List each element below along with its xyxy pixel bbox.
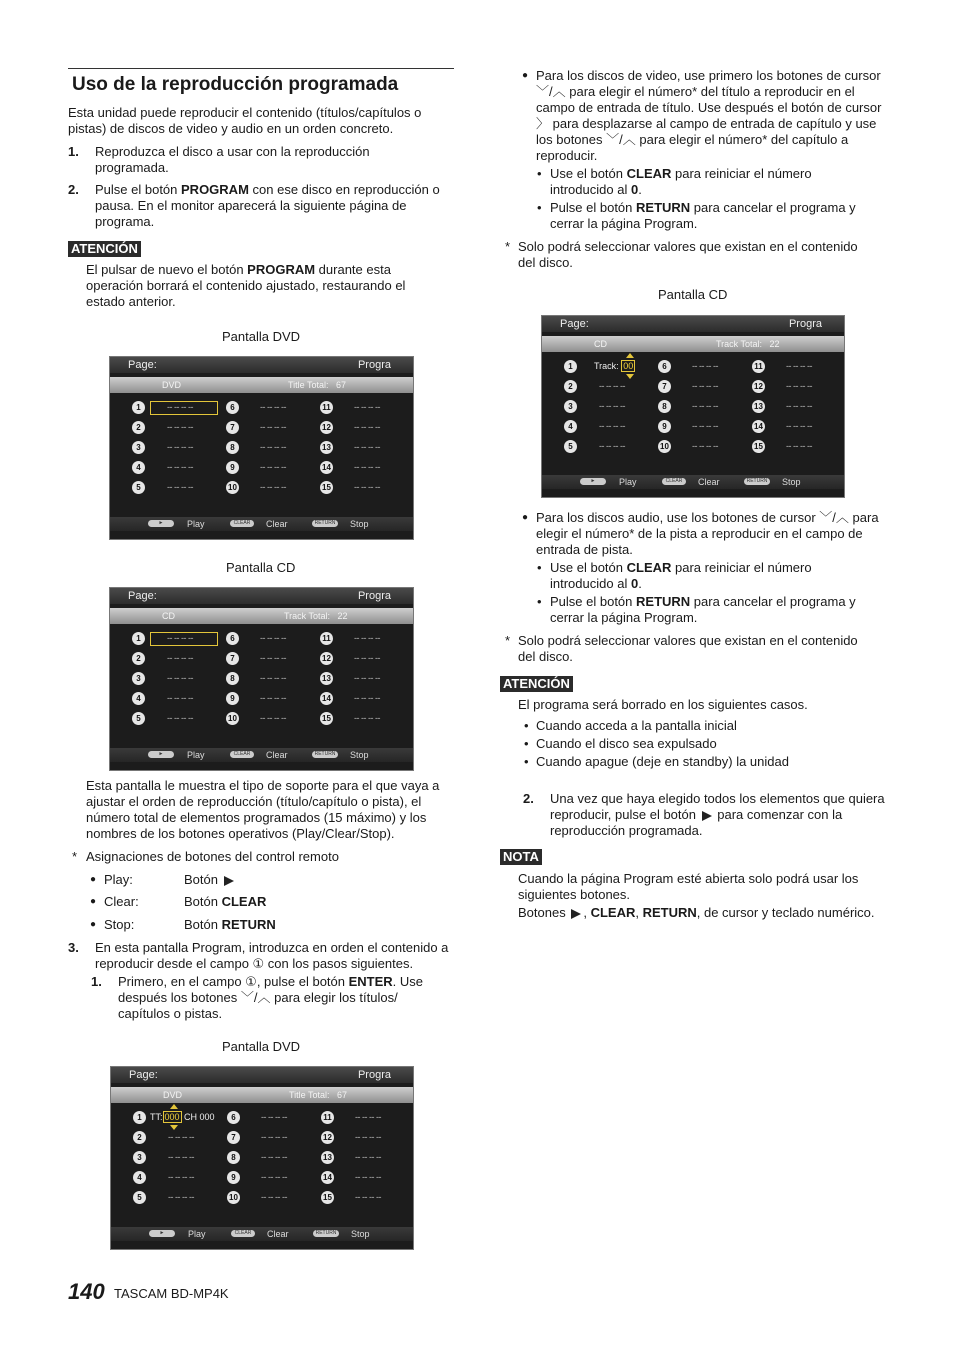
atencion-badge: ATENCIÓN <box>68 241 141 257</box>
title-chapter-entry: TT: 000 CH 000 <box>150 1112 215 1122</box>
screen-subheader: DVD Title Total: 67 <box>111 1087 413 1103</box>
atencion-text: El pulsar de nuevo el botón PROGRAM durante esta operación borrará el contenido ajustado, restaurando el estado anterior. <box>86 262 406 309</box>
step-2-number: 2. <box>68 182 79 197</box>
page-number: 140 <box>68 1279 105 1304</box>
slot-value-14: -- -- -- -- <box>354 693 380 703</box>
screen-footer: ► Play CLEAR Clear RETURN Stop <box>542 475 844 489</box>
slot-value-14: -- -- -- -- <box>786 421 812 431</box>
cursor-down-up-icon: ﹀/︿ <box>240 990 271 1005</box>
slot-value-5: -- -- -- -- <box>168 1192 194 1202</box>
bullet-icon: ● <box>522 70 529 81</box>
screen-header: Page: Progra <box>111 1067 413 1083</box>
slot-number-14: 14 <box>320 461 333 474</box>
slot-value-12: -- -- -- -- <box>355 1132 381 1142</box>
slot-value-6: -- -- -- -- <box>692 361 718 371</box>
slot-value-4: -- -- -- -- <box>167 462 193 472</box>
slot-number-7: 7 <box>658 380 671 393</box>
slot-value-12: -- -- -- -- <box>354 653 380 663</box>
audio-clear-note: Use el botón CLEAR para reiniciar el número introducido al 0. <box>550 560 812 591</box>
page-brand: TASCAM BD-MP4K <box>114 1286 229 1301</box>
star-note-1: Solo podrá seleccionar valores que existan en el contenido del disco. <box>518 239 858 270</box>
slot-number-13: 13 <box>752 400 765 413</box>
slot-value-13: -- -- -- -- <box>354 673 380 683</box>
slot-number-15: 15 <box>321 1191 334 1204</box>
slot-value-13: -- -- -- -- <box>355 1152 381 1162</box>
slot-value-9: -- -- -- -- <box>260 462 286 472</box>
slot-number-4: 4 <box>132 461 145 474</box>
slot-number-6: 6 <box>227 1111 240 1124</box>
slot-number-8: 8 <box>226 672 239 685</box>
slot-number-10: 10 <box>658 440 671 453</box>
slot-number-1: 1 <box>133 1111 146 1124</box>
sub-bullet-icon: • <box>537 594 542 609</box>
slot-number-9: 9 <box>658 420 671 433</box>
slot-value-15: -- -- -- -- <box>354 713 380 723</box>
slot-value-2: -- -- -- -- <box>167 653 193 663</box>
slot-number-5: 5 <box>132 712 145 725</box>
slot-number-12: 12 <box>752 380 765 393</box>
step-2b-number: 2. <box>523 791 534 806</box>
slot-value-8: -- -- -- -- <box>261 1152 287 1162</box>
slot-value-2: -- -- -- -- <box>167 422 193 432</box>
audio-return-note: Pulse el botón RETURN para cancelar el programa y cerrar la página Program. <box>550 594 856 625</box>
slot-number-2: 2 <box>132 421 145 434</box>
screen-footer: ► Play CLEAR Clear RETURN Stop <box>111 1227 413 1241</box>
play-icon <box>571 909 581 919</box>
slot-number-15: 15 <box>320 712 333 725</box>
slot-value-10: -- -- -- -- <box>260 713 286 723</box>
remote-clear-name: Clear: <box>104 894 139 909</box>
sub-bullet-icon: • <box>524 718 529 733</box>
slot-value-6: -- -- -- -- <box>261 1112 287 1122</box>
caption-dvd-1: Pantalla DVD <box>222 329 301 344</box>
slot-value-13: -- -- -- -- <box>354 442 380 452</box>
atencion-item-1: Cuando acceda a la pantalla inicial <box>536 718 737 733</box>
screen-header: Page: Progra <box>542 316 844 332</box>
video-bullet: Para los discos de video, use primero los botones de cursor ﹀/︿ para elegir el número* del título a reproducir en el campo de entrada de título. Use después el botón de cursor 〉 para desplazarse al campo de entrada de capítulo y use los botones ﹀/︿ para elegir el número* del capítulo a reproducir. <box>536 68 882 163</box>
remote-note: Asignaciones de botones del control remoto <box>86 849 339 864</box>
slot-number-11: 11 <box>752 360 765 373</box>
bullet-icon: ● <box>90 874 97 885</box>
slot-value-10: -- -- -- -- <box>692 441 718 451</box>
slot-value-15: -- -- -- -- <box>786 441 812 451</box>
atencion-item-2: Cuando el disco sea expulsado <box>536 736 717 751</box>
slot-value-11: -- -- -- -- <box>354 402 380 412</box>
slot-value-6: -- -- -- -- <box>260 402 286 412</box>
slot-value-11: -- -- -- -- <box>354 633 380 643</box>
cursor-right-icon: 〉 <box>536 116 550 131</box>
slot-value-4: -- -- -- -- <box>167 693 193 703</box>
slot-value-2: -- -- -- -- <box>599 381 625 391</box>
sub-bullet-icon: • <box>524 754 529 769</box>
slot-value-10: -- -- -- -- <box>261 1192 287 1202</box>
arrow-down-icon <box>626 374 634 379</box>
slot-value-10: -- -- -- -- <box>260 482 286 492</box>
slot-number-13: 13 <box>320 441 333 454</box>
slot-number-6: 6 <box>226 632 239 645</box>
slot-number-3: 3 <box>133 1151 146 1164</box>
slot-number-1: 1 <box>132 632 145 645</box>
remote-play-name: Play: <box>104 872 133 887</box>
slot-value-8: -- -- -- -- <box>692 401 718 411</box>
screen-header: Page: Progra <box>110 588 413 604</box>
asterisk-mark: * <box>505 239 511 254</box>
slot-value-11: -- -- -- -- <box>355 1112 381 1122</box>
slot-number-7: 7 <box>226 421 239 434</box>
step-2-text: Pulse el botón PROGRAM con ese disco en reproducción o pausa. En el monitor aparecerá la siguiente página de programa. <box>95 182 440 229</box>
slot-number-2: 2 <box>133 1131 146 1144</box>
slot-number-7: 7 <box>227 1131 240 1144</box>
bullet-icon: ● <box>90 896 97 907</box>
slot-value-3: -- -- -- -- <box>168 1152 194 1162</box>
slot-number-15: 15 <box>752 440 765 453</box>
slot-value-7: -- -- -- -- <box>261 1132 287 1142</box>
slot-number-5: 5 <box>133 1191 146 1204</box>
page-title: Uso de la reproducción programada <box>72 74 399 95</box>
slot-value-13: -- -- -- -- <box>786 401 812 411</box>
slot-value-12: -- -- -- -- <box>786 381 812 391</box>
step-3-text: En esta pantalla Program, introduzca en orden el contenido a reproducir desde el campo ① con los pasos siguientes. <box>95 940 449 971</box>
cursor-down-up-icon: ﹀/︿ <box>819 510 849 525</box>
slot-number-14: 14 <box>752 420 765 433</box>
slot-value-15: -- -- -- -- <box>354 482 380 492</box>
screen-subheader: CD Track Total: 22 <box>110 608 413 624</box>
video-clear-note: Use el botón CLEAR para reiniciar el número introducido al 0. <box>550 166 812 197</box>
slot-number-11: 11 <box>320 632 333 645</box>
slot-number-4: 4 <box>133 1171 146 1184</box>
slot-number-11: 11 <box>320 401 333 414</box>
nota-badge: NOTA <box>500 849 542 865</box>
slot-number-3: 3 <box>564 400 577 413</box>
slot-number-5: 5 <box>132 481 145 494</box>
step-1-text: Reproduzca el disco a usar con la reproducción programada. <box>95 144 370 175</box>
slot-number-4: 4 <box>132 692 145 705</box>
slot-value-1: -- -- -- -- <box>167 633 193 643</box>
atencion-item-3: Cuando apague (deje en standby) la unidad <box>536 754 789 769</box>
sub-bullet-icon: • <box>524 736 529 751</box>
play-icon <box>702 811 712 821</box>
slot-value-14: -- -- -- -- <box>354 462 380 472</box>
slot-number-1: 1 <box>564 360 577 373</box>
remote-play-value: Botón <box>184 872 236 888</box>
remote-stop-name: Stop: <box>104 917 135 932</box>
audio-bullet: Para los discos audio, use los botones de cursor ﹀/︿ para elegir el número* de la pista a reproducir en el campo de entrada de pista. <box>536 510 879 557</box>
slot-number-10: 10 <box>227 1191 240 1204</box>
slot-value-5: -- -- -- -- <box>167 482 193 492</box>
slot-number-6: 6 <box>226 401 239 414</box>
slot-value-2: -- -- -- -- <box>168 1132 194 1142</box>
remote-clear-value: Botón CLEAR <box>184 894 267 909</box>
arrow-down-icon <box>170 1125 178 1130</box>
slot-number-9: 9 <box>226 461 239 474</box>
slot-value-8: -- -- -- -- <box>260 442 286 452</box>
nota-text: Cuando la página Program esté abierta solo podrá usar los siguientes botones. <box>518 871 859 902</box>
slot-value-8: -- -- -- -- <box>260 673 286 683</box>
caption-dvd-2: Pantalla DVD <box>222 1039 301 1054</box>
atencion-badge-2: ATENCIÓN <box>500 676 573 692</box>
track-entry: Track: 00 <box>594 361 634 371</box>
slot-number-9: 9 <box>227 1171 240 1184</box>
screen-dvd-1 <box>109 356 414 540</box>
video-return-note: Pulse el botón RETURN para cancelar el programa y cerrar la página Program. <box>550 200 856 231</box>
slot-number-13: 13 <box>321 1151 334 1164</box>
slot-value-11: -- -- -- -- <box>786 361 812 371</box>
slot-number-13: 13 <box>320 672 333 685</box>
slot-value-12: -- -- -- -- <box>354 422 380 432</box>
slot-value-4: -- -- -- -- <box>599 421 625 431</box>
slot-number-12: 12 <box>321 1131 334 1144</box>
slot-value-1: -- -- -- -- <box>167 402 193 412</box>
step-3-number: 3. <box>68 940 79 955</box>
play-icon <box>224 876 234 886</box>
slot-number-8: 8 <box>227 1151 240 1164</box>
slot-number-2: 2 <box>132 652 145 665</box>
screen-description: Esta pantalla le muestra el tipo de soporte para el que vaya a ajustar el orden de reproducción (título/capítulo o pista), el número total de elementos programados (15 máximo) y los nombres de los botones operativos (Play/Clear/Stop). <box>86 778 440 841</box>
screen-cd-2 <box>541 315 845 498</box>
slot-value-5: -- -- -- -- <box>167 713 193 723</box>
sub-bullet-icon: • <box>537 560 542 575</box>
slot-value-7: -- -- -- -- <box>260 653 286 663</box>
slot-value-14: -- -- -- -- <box>355 1172 381 1182</box>
slot-value-9: -- -- -- -- <box>260 693 286 703</box>
slot-number-15: 15 <box>320 481 333 494</box>
slot-value-6: -- -- -- -- <box>260 633 286 643</box>
intro-paragraph: Esta unidad puede reproducir el contenido (títulos/capítulos o pistas) de discos de video y audio en un orden concreto. <box>68 105 422 136</box>
sub-bullet-icon: • <box>537 166 542 181</box>
slot-number-3: 3 <box>132 441 145 454</box>
bullet-icon: ● <box>90 919 97 930</box>
slot-number-8: 8 <box>226 441 239 454</box>
slot-number-3: 3 <box>132 672 145 685</box>
slot-number-12: 12 <box>320 652 333 665</box>
slot-number-5: 5 <box>564 440 577 453</box>
slot-value-15: -- -- -- -- <box>355 1192 381 1202</box>
asterisk-mark: * <box>505 633 511 648</box>
sub-bullet-icon: • <box>537 200 542 215</box>
slot-number-9: 9 <box>226 692 239 705</box>
slot-value-3: -- -- -- -- <box>167 442 193 452</box>
slot-value-9: -- -- -- -- <box>261 1172 287 1182</box>
screen-subheader: CD Track Total: 22 <box>542 336 844 352</box>
cursor-down-up-icon: ﹀/︿ <box>536 84 566 99</box>
step-3-1-text: Primero, en el campo ①, pulse el botón ENTER. Use después los botones ﹀/︿ para elegir los títulos/ capítulos o pistas. <box>118 974 424 1021</box>
arrow-up-icon <box>626 353 634 358</box>
caption-cd-2: Pantalla CD <box>658 287 728 302</box>
screen-subheader: DVD Title Total: 67 <box>110 377 413 393</box>
bullet-icon: ● <box>522 512 529 523</box>
slot-value-4: -- -- -- -- <box>168 1172 194 1182</box>
step-3-1-number: 1. <box>91 974 102 989</box>
slot-value-3: -- -- -- -- <box>599 401 625 411</box>
slot-number-4: 4 <box>564 420 577 433</box>
slot-value-9: -- -- -- -- <box>692 421 718 431</box>
star-note-2: Solo podrá seleccionar valores que existan en el contenido del disco. <box>518 633 858 664</box>
slot-number-14: 14 <box>321 1171 334 1184</box>
slot-value-7: -- -- -- -- <box>260 422 286 432</box>
slot-number-14: 14 <box>320 692 333 705</box>
slot-number-1: 1 <box>132 401 145 414</box>
slot-value-7: -- -- -- -- <box>692 381 718 391</box>
step-2b-text: Una vez que haya elegido todos los elementos que quiera reproducir, pulse el botón para comenzar con la reproducción programada. <box>550 791 885 838</box>
cursor-down-up-icon: ﹀/︿ <box>606 132 636 147</box>
slot-number-8: 8 <box>658 400 671 413</box>
slot-number-2: 2 <box>564 380 577 393</box>
slot-number-7: 7 <box>226 652 239 665</box>
slot-number-12: 12 <box>320 421 333 434</box>
step-1-number: 1. <box>68 144 79 159</box>
screen-footer: ► Play CLEAR Clear RETURN Stop <box>110 748 413 762</box>
slot-number-6: 6 <box>658 360 671 373</box>
caption-cd-1: Pantalla CD <box>226 560 296 575</box>
remote-stop-value: Botón RETURN <box>184 917 276 932</box>
asterisk-mark: * <box>72 849 78 864</box>
slot-number-10: 10 <box>226 712 239 725</box>
slot-number-10: 10 <box>226 481 239 494</box>
atencion-2-text: El programa será borrado en los siguientes casos. <box>518 697 808 712</box>
screen-cd-1 <box>109 587 414 771</box>
arrow-up-icon <box>170 1104 178 1109</box>
nota-buttons: Botones , CLEAR, RETURN, de cursor y teclado numérico. <box>518 905 875 920</box>
slot-value-5: -- -- -- -- <box>599 441 625 451</box>
slot-value-3: -- -- -- -- <box>167 673 193 683</box>
title-rule <box>68 68 454 69</box>
slot-number-11: 11 <box>321 1111 334 1124</box>
screen-dvd-2 <box>110 1066 414 1250</box>
screen-header: Page: Progra <box>110 357 413 373</box>
screen-footer: ► Play CLEAR Clear RETURN Stop <box>110 517 413 531</box>
